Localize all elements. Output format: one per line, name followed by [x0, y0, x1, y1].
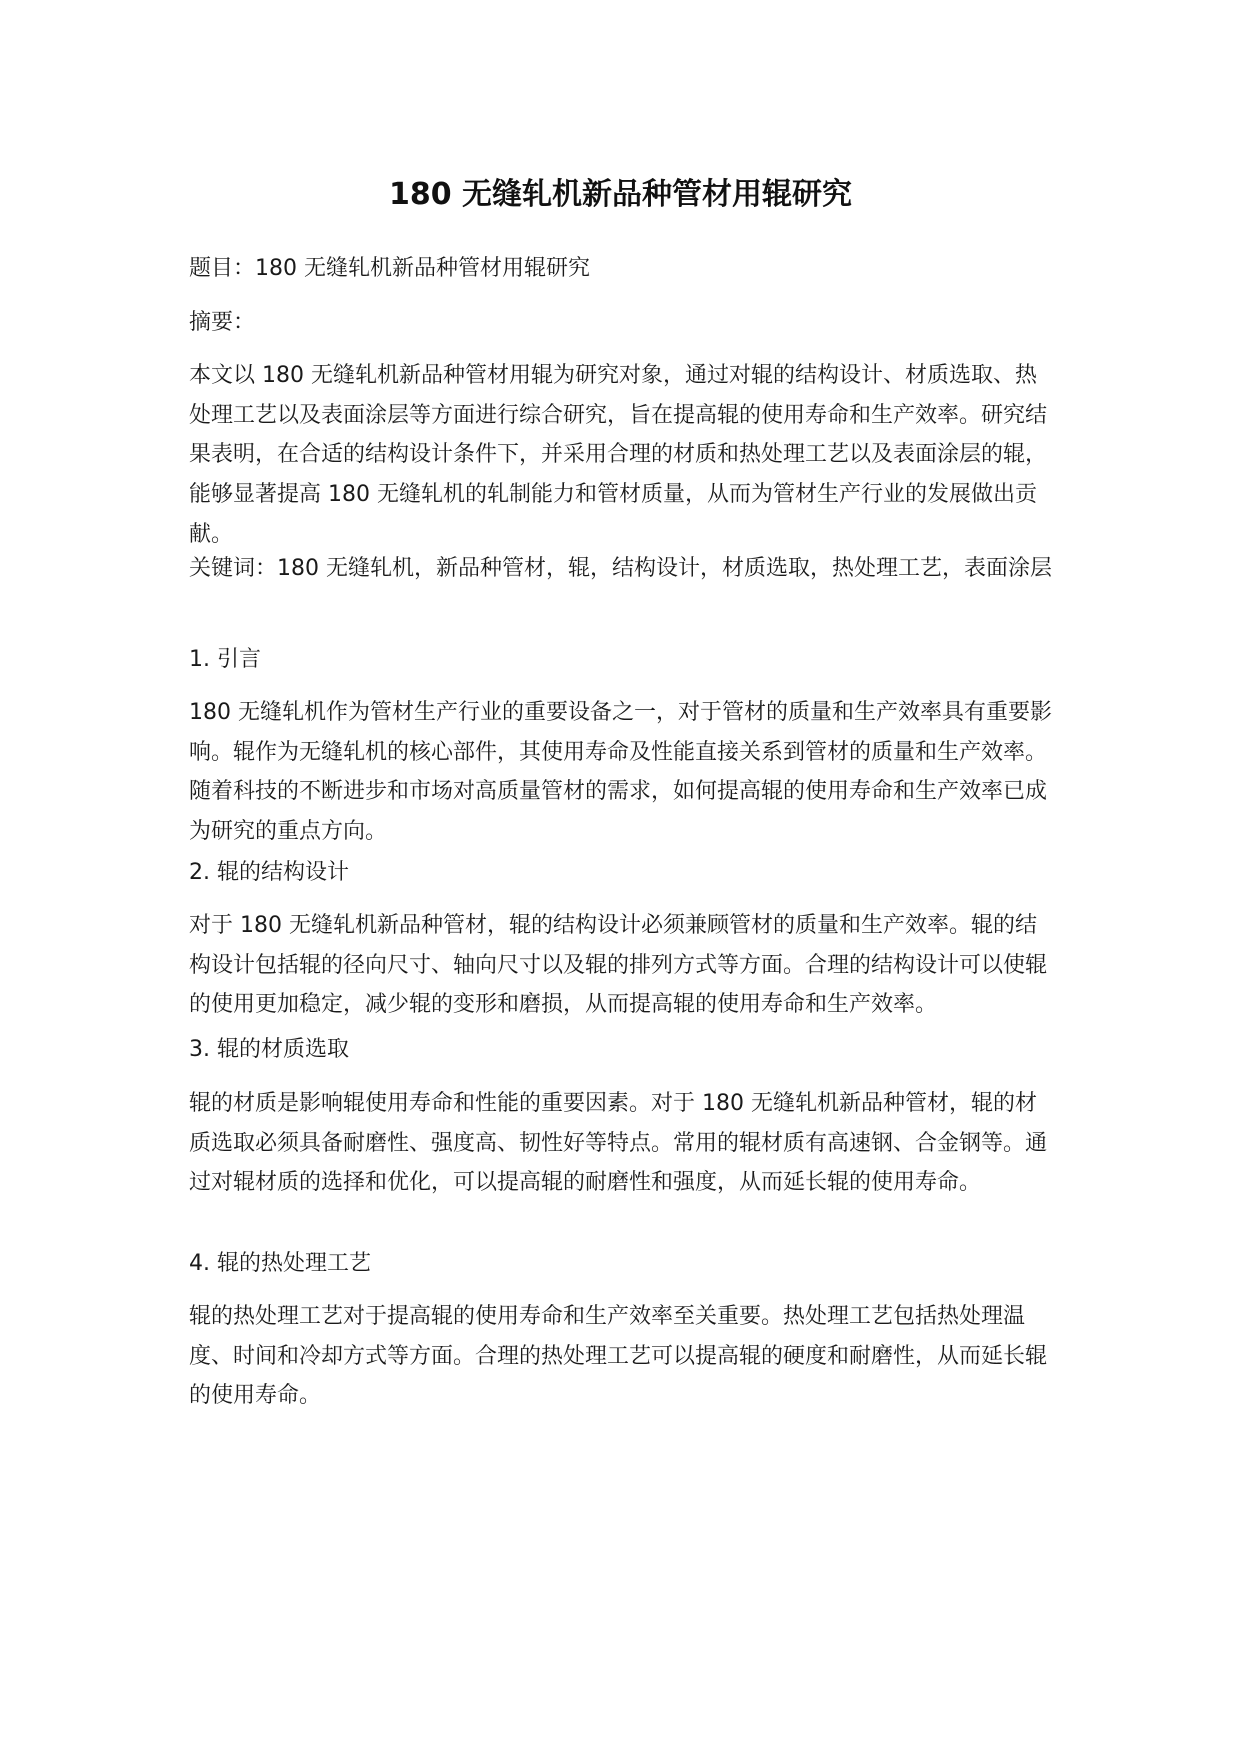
- section-body: 对于 180 无缝轧机新品种管材，辊的结构设计必须兼顾管材的质量和生产效率。辊的结构设计包括辊的径向尺寸、轴向尺寸以及辊的排列方式等方面。合理的结构设计可以使辊的使用更加稳定，减少辊的变形和磨损，从而提高辊的使用寿命和生产效率。: [189, 913, 1048, 1018]
- section-body: 180 无缝轧机作为管材生产行业的重要设备之一，对于管材的质量和生产效率具有重要影响。辊作为无缝轧机的核心部件，其使用寿命及性能直接关系到管材的质量和生产效率。随着科技的不断进步和市场对高质量管材的需求，如何提高辊的使用寿命和生产效率已成为研究的重点方向。: [189, 700, 1052, 845]
- section-heading: 1. 引言: [189, 647, 261, 672]
- abstract-label: 摘要：: [189, 310, 256, 335]
- section-heading: 4. 辊的热处理工艺: [189, 1251, 371, 1276]
- document-title: 180 无缝轧机新品种管材用辊研究: [388, 177, 853, 212]
- section-body: 辊的热处理工艺对于提高辊的使用寿命和生产效率至关重要。热处理工艺包括热处理温度、时间和冷却方式等方面。合理的热处理工艺可以提高辊的硬度和耐磨性，从而延长辊的使用寿命。: [189, 1304, 1048, 1409]
- keywords-line: 关键词：180 无缝轧机，新品种管材，辊，结构设计，材质选取，热处理工艺，表面涂层: [189, 556, 1052, 581]
- section-body: 辊的材质是影响辊使用寿命和性能的重要因素。对于 180 无缝轧机新品种管材，辊的材质选取必须具备耐磨性、强度高、韧性好等特点。常用的辊材质有高速钢、合金钢等。通过对辊材质的选择和优化，可以提高辊的耐磨性和强度，从而延长辊的使用寿命。: [189, 1091, 1048, 1196]
- subject-line: 题目：180 无缝轧机新品种管材用辊研究: [189, 256, 590, 281]
- section-heading: 3. 辊的材质选取: [189, 1037, 349, 1062]
- section-heading: 2. 辊的结构设计: [189, 860, 349, 885]
- abstract-body: 本文以 180 无缝轧机新品种管材用辊为研究对象，通过对辊的结构设计、材质选取、热处理工艺以及表面涂层等方面进行综合研究，旨在提高辊的使用寿命和生产效率。研究结果表明，在合适的结构设计条件下，并采用合理的材质和热处理工艺以及表面涂层的辊，能够显著提高 180 无缝轧机的轧制能力和管材质量，从而为管材生产行业的发展做出贡献。: [189, 363, 1048, 547]
